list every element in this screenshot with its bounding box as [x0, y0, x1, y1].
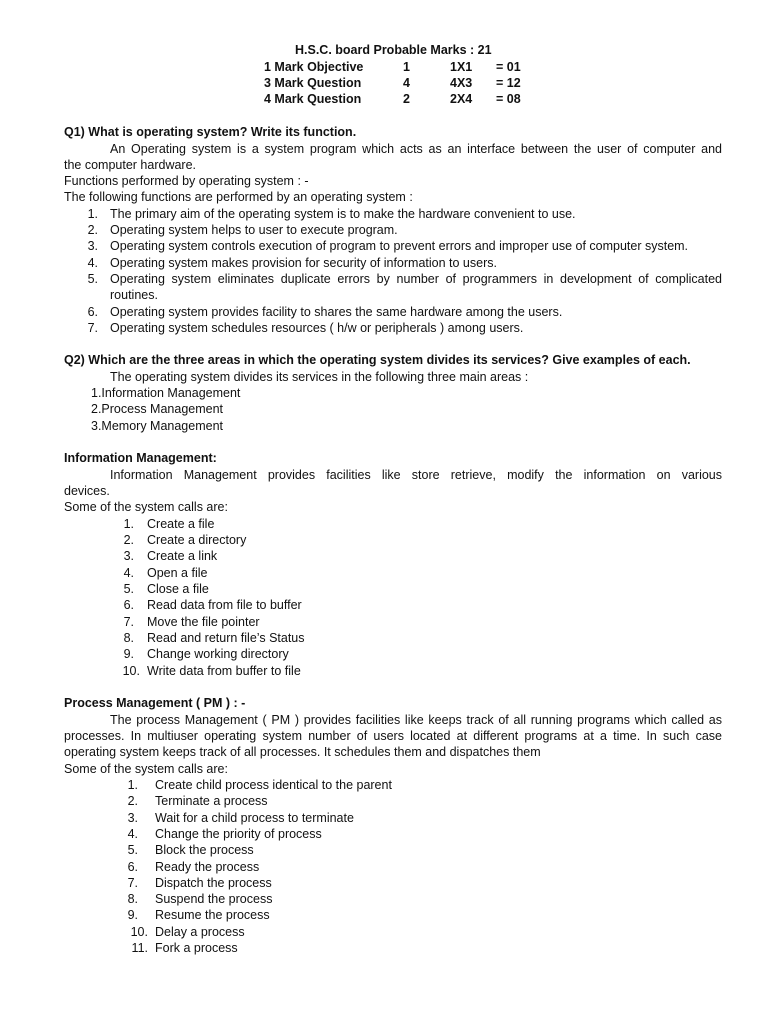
marks-row-total: = 01 — [496, 60, 521, 74]
marks-row-total: = 12 — [496, 76, 521, 90]
list-item: Change working directory — [147, 647, 289, 661]
list-item: Delay a process — [155, 925, 245, 939]
q2-area: 3.Memory Management — [91, 419, 224, 433]
list-item: Change the priority of process — [155, 827, 322, 841]
list-item: Operating system schedules resources ( h/w or peripherals ) among users. — [110, 321, 524, 335]
marks-row-formula: 1X1 — [450, 60, 473, 74]
marks-row-formula: 4X3 — [450, 76, 473, 90]
list-number: 5. — [87, 272, 98, 286]
list-number: 7. — [127, 876, 138, 890]
list-item: Operating system controls execution of program to prevent errors and improper use of computer system. — [110, 239, 689, 253]
list-number: 11. — [131, 941, 148, 955]
process-mgmt-heading: Process Management ( PM ) : - — [64, 696, 246, 710]
list-number: 5. — [127, 843, 138, 857]
q1-paragraph-line: the computer hardware. — [64, 158, 197, 172]
list-number: 10. — [122, 664, 140, 678]
q1-functions-heading: Functions performed by operating system : - — [64, 174, 309, 188]
info-mgmt-heading: Information Management: — [64, 451, 217, 465]
q1-functions-intro: The following functions are performed by an operating system : — [64, 190, 413, 204]
list-number: 9. — [127, 908, 138, 922]
list-number: 4. — [123, 566, 134, 580]
list-item: Fork a process — [155, 941, 238, 955]
list-item: Read data from file to buffer — [147, 598, 302, 612]
info-mgmt-calls-intro: Some of the system calls are: — [64, 500, 228, 514]
marks-row-label: 1 Mark Objective — [264, 60, 364, 74]
process-mgmt-paragraph-line: The process Management ( PM ) provides facilities like keeps track of all running programs which called as — [110, 713, 722, 727]
list-number: 7. — [87, 321, 98, 335]
list-number: 3. — [123, 549, 134, 563]
list-number: 8. — [123, 631, 134, 645]
list-item: Wait for a child process to terminate — [155, 811, 354, 825]
list-number: 7. — [123, 615, 134, 629]
list-item: Close a file — [147, 582, 209, 596]
marks-row-label: 3 Mark Question — [264, 76, 362, 90]
list-item: Create child process identical to the parent — [155, 778, 392, 792]
list-item: Ready the process — [155, 860, 260, 874]
list-item: Block the process — [155, 843, 254, 857]
info-mgmt-paragraph-line: devices. — [64, 484, 110, 498]
list-number: 10. — [130, 925, 148, 939]
list-number: 2. — [127, 794, 138, 808]
process-mgmt-paragraph-line: operating system keeps track of all processes. It schedules them and dispatches them — [64, 745, 541, 759]
list-number: 3. — [87, 239, 98, 253]
list-item: Read and return file’s Status — [147, 631, 305, 645]
list-item: Move the file pointer — [147, 615, 260, 629]
list-item: Operating system provides facility to shares the same hardware among the users. — [110, 305, 563, 319]
list-item: Dispatch the process — [155, 876, 272, 890]
q1-paragraph-line: An Operating system is a system program which acts as an interface between the user of computer and — [110, 142, 722, 156]
list-item: Write data from buffer to file — [147, 664, 301, 678]
list-item: Operating system eliminates duplicate errors by number of programmers in development of complicated — [110, 272, 722, 286]
marks-row-label: 4 Mark Question — [264, 92, 362, 106]
list-item: Suspend the process — [155, 892, 273, 906]
list-number: 4. — [87, 256, 98, 270]
marks-row-count: 1 — [403, 60, 410, 74]
list-item-continuation: routines. — [110, 288, 158, 302]
marks-row-count: 4 — [403, 76, 410, 90]
list-number: 2. — [87, 223, 98, 237]
q2-area: 2.Process Management — [91, 402, 224, 416]
list-item: Operating system makes provision for security of information to users. — [110, 256, 497, 270]
list-number: 6. — [123, 598, 134, 612]
q2-area: 1.Information Management — [91, 386, 241, 400]
list-number: 6. — [87, 305, 98, 319]
q1-question: Q1) What is operating system? Write its function. — [64, 125, 357, 139]
q2-intro: The operating system divides its services in the following three main areas : — [110, 370, 529, 384]
list-item: Create a directory — [147, 533, 247, 547]
marks-row-total: = 08 — [496, 92, 521, 106]
marks-row-formula: 2X4 — [450, 92, 473, 106]
list-item: Open a file — [147, 566, 208, 580]
list-number: 1. — [127, 778, 138, 792]
info-mgmt-paragraph-line: Information Management provides facilities like store retrieve, modify the information on various — [110, 468, 722, 482]
list-number: 8. — [127, 892, 138, 906]
q2-question: Q2) Which are the three areas in which the operating system divides its services? Give examples of each. — [64, 353, 691, 367]
list-number: 1. — [87, 207, 98, 221]
list-number: 2. — [123, 533, 134, 547]
list-item: Create a file — [147, 517, 215, 531]
list-number: 1. — [123, 517, 134, 531]
list-number: 3. — [127, 811, 138, 825]
list-item: Create a link — [147, 549, 218, 563]
process-mgmt-paragraph-line: processes. In multiuser operating system number of users located at different programs at a time. In such case — [64, 729, 722, 743]
list-item: Operating system helps to user to execute program. — [110, 223, 398, 237]
marks-row-count: 2 — [403, 92, 410, 106]
list-number: 9. — [123, 647, 134, 661]
marks-title: H.S.C. board Probable Marks : 21 — [295, 43, 492, 57]
list-number: 6. — [127, 860, 138, 874]
list-item: Resume the process — [155, 908, 270, 922]
process-mgmt-calls-intro: Some of the system calls are: — [64, 762, 228, 776]
list-item: Terminate a process — [155, 794, 268, 808]
list-number: 4. — [127, 827, 138, 841]
list-item: The primary aim of the operating system is to make the hardware convenient to use. — [110, 207, 576, 221]
list-number: 5. — [123, 582, 134, 596]
